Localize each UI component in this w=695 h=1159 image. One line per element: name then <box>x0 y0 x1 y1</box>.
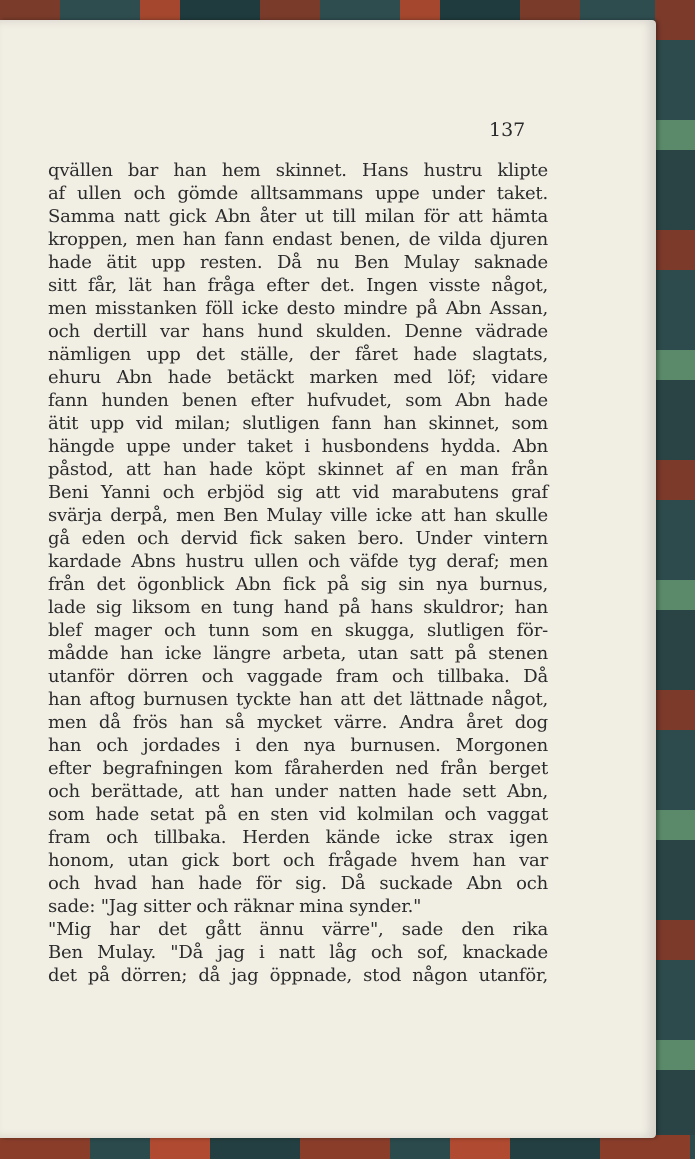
text-line: ehuru Abn hade betäckt marken med löf; vidare <box>48 367 548 388</box>
text-line: hade ätit upp resten. Då nu Ben Mulay saknade <box>48 252 548 273</box>
book-right-edge <box>655 0 695 1159</box>
text-line: Beni Yanni och erbjöd sig att vid marabutens graf <box>48 482 548 503</box>
text-line: gå eden och dervid fick saken bero. Under vintern <box>48 528 548 549</box>
text-line: han och jordades i den nya burnusen. Morgonen <box>48 735 548 756</box>
text-line: Samma natt gick Abn åter ut till milan för att hämta <box>48 206 548 227</box>
text-line: blef mager och tunn som en skugga, slutligen för- <box>48 620 548 641</box>
text-line: honom, utan gick bort och frågade hvem han var <box>48 850 548 871</box>
body-text <box>48 159 548 987</box>
text-line: sade: "Jag sitter och räknar mina synder." <box>48 896 422 917</box>
text-line: kroppen, men han fann endast benen, de vilda djuren <box>48 229 548 250</box>
text-line: efter begrafningen kom fåraherden ned från berget <box>48 758 548 779</box>
text-line: Ben Mulay. "Då jag i natt låg och sof, knackade <box>48 942 548 963</box>
text-line: men då frös han så mycket värre. Andra året dog <box>48 712 548 733</box>
text-line: det på dörren; då jag öppnade, stod någon utanför, <box>48 965 548 986</box>
text-line: han aftog burnusen tyckte han att det lättnade något, <box>48 689 548 710</box>
text-line: svärja derpå, men Ben Mulay ville icke att han skulle <box>48 505 548 526</box>
text-line: hängde uppe under taket i husbondens hydda. Abn <box>48 436 548 457</box>
text-line: från det ögonblick Abn fick på sig sin nya burnus, <box>48 574 548 595</box>
text-line: af ullen och gömde alltsammans uppe under taket. <box>48 183 548 204</box>
text-line: lade sig liksom en tung hand på hans skuldror; han <box>48 597 548 618</box>
text-line: påstod, att han hade köpt skinnet af en man från <box>48 459 548 480</box>
text-line: och hvad han hade för sig. Då suckade Abn och <box>48 873 548 894</box>
text-line: och berättade, att han under natten hade sett Abn, <box>48 781 548 802</box>
text-line: och dertill var hans hund skulden. Denne vädrade <box>48 321 548 342</box>
text-line: mådde han icke längre arbeta, utan satt på stenen <box>48 643 548 664</box>
text-line: fram och tillbaka. Herden kände icke strax igen <box>48 827 548 848</box>
text-line: qvällen bar han hem skinnet. Hans hustru klipte <box>48 160 548 181</box>
book-bottom-edge <box>0 1135 695 1159</box>
text-line: utanför dörren och vaggade fram och tillbaka. Då <box>48 666 548 687</box>
text-line: kardade Abns hustru ullen och väfde tyg deraf; men <box>48 551 548 572</box>
text-line: sitt får, lät han fråga efter det. Ingen visste något, <box>48 275 548 296</box>
text-line: ätit upp vid milan; slutligen fann han skinnet, som <box>48 413 548 434</box>
book-page <box>0 20 656 1138</box>
text-line: nämligen upp det ställe, der fåret hade slagtats, <box>48 344 548 365</box>
book-top-edge <box>0 0 695 22</box>
text-line: som hade setat på en sten vid kolmilan och vaggat <box>48 804 548 825</box>
page-number: 137 <box>489 119 526 141</box>
text-line: "Mig har det gått ännu värre", sade den rika <box>48 919 548 940</box>
text-line: fann hunden benen efter hufvudet, som Abn hade <box>48 390 548 411</box>
text-line: men misstanken föll icke desto mindre på Abn Assan, <box>48 298 548 319</box>
